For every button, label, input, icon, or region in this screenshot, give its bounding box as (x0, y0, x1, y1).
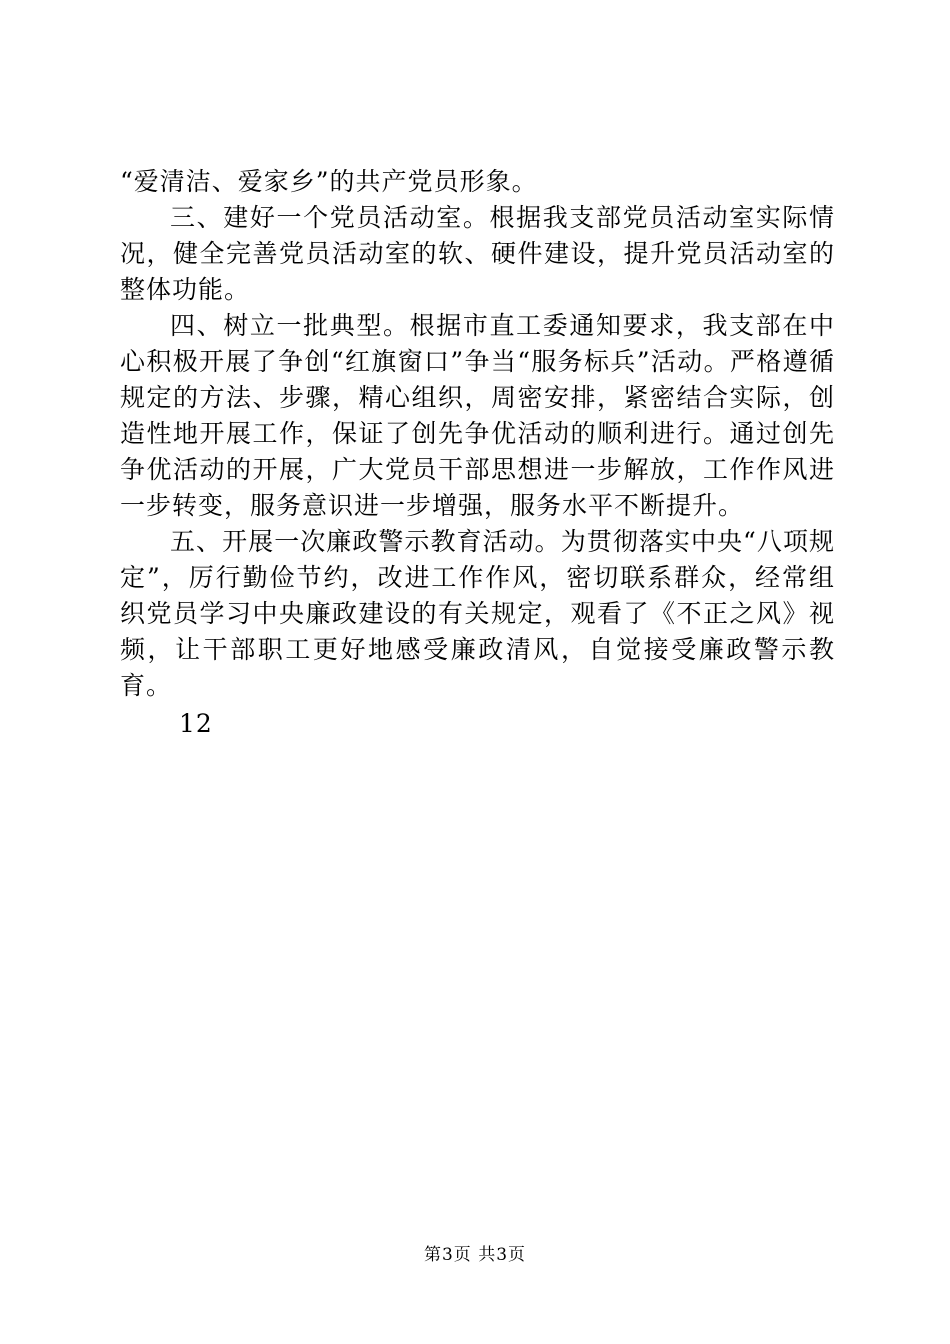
page-footer: 第3页 共3页 (423, 1245, 527, 1265)
trailing-number: 12 (179, 709, 213, 738)
document-body (120, 164, 835, 742)
paragraph-continuation: “爱清洁、爱家乡”的共产党员形象。 (120, 167, 538, 196)
paragraph-activity-room: 三、建好一个党员活动室。根据我支部党员活动室实际情况，健全完善党员活动室的软、硬件建设，提升党员活动室的整体功能。 (120, 203, 835, 304)
paragraph-role-models: 四、树立一批典型。根据市直工委通知要求，我支部在中心积极开展了争创“红旗窗口”争当“服务标兵”活动。严格遵循规定的方法、步骤，精心组织，周密安排，紧密结合实际，创造性地开展工作，保证了创先争优活动的顺利进行。通过创先争优活动的开展，广大党员干部思想进一步解放，工作作风进一步转变，服务意识进一步增强，服务水平不断提升。 (120, 311, 835, 520)
paragraph-integrity-education: 五、开展一次廉政警示教育活动。为贯彻落实中央“八项规定”，厉行勤俭节约，改进工作作风，密切联系群众，经常组织党员学习中央廉政建设的有关规定，观看了《不正之风》视频，让干部职工更好地感受廉政清风，自觉接受廉政警示教育。 (120, 527, 835, 700)
